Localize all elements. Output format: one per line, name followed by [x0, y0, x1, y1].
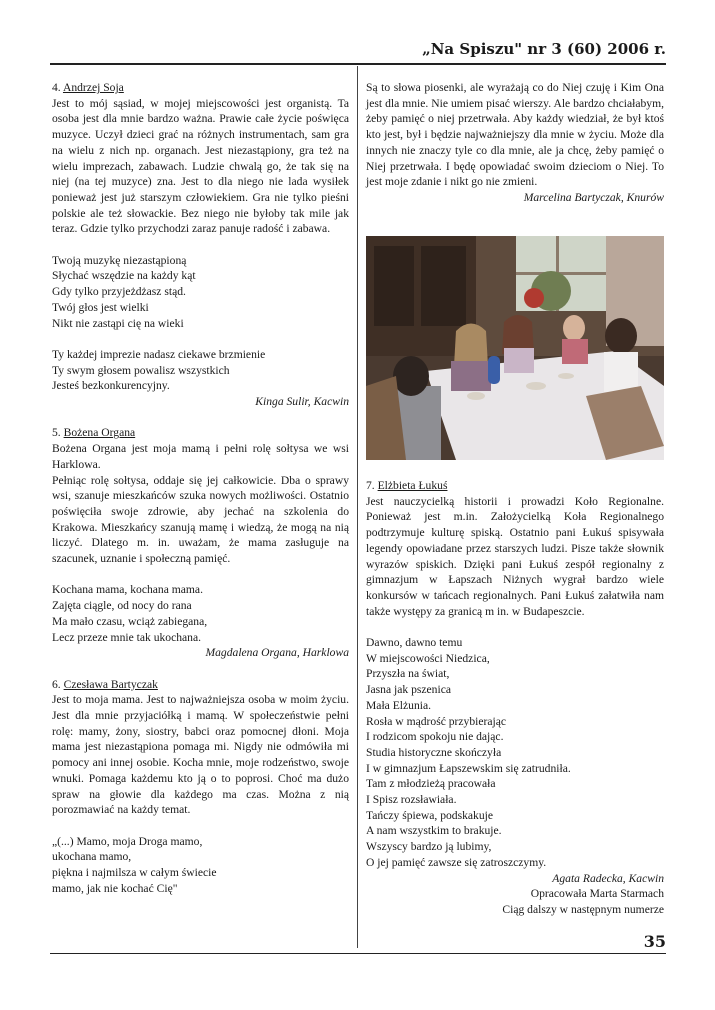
poem-line: Mała Elżunia. [366, 698, 432, 712]
article-paragraph: Bożena Organa jest moja mamą i pełni rolę sołtysa we wsi Harklowa. [52, 442, 349, 471]
article-paragraph: Jest to mój sąsiad, w mojej miejscowości jest organistą. Ta osoba jest dla mnie bardzo ważna. Prawie całe życie poświęca muzyce. Uczył dzieci grać na różnych instrumentach, sam gra na wielu z nich np. organach. Jest niezastąpiony, gra też na wielu imprezach, zabawach. Ludzie chwalą go, że tak się na niej (na tej muzyce) zna. Jest to dla niego nie lada wysiłek ponieważ jest już starszym człowiekiem. Gra nie tylko pieśni polskie ale też słowackie. Bez niego nie byłoby tak mile jak teraz. Gdzie tylko przychodzi zaraz panuje radość i zabawa. [52, 96, 349, 236]
poem-line: I rodzicom spokoju nie dając. [366, 730, 504, 744]
author-signature: Kinga Sulir, Kacwin [255, 395, 349, 409]
person-name: Andrzej Soja [62, 81, 124, 94]
poem-line: A nam wszystkim to brakuje. [366, 824, 502, 838]
footer-rule [50, 953, 666, 954]
poem [366, 635, 664, 871]
poem-line: Nikt nie zastąpi cię na wieki [52, 316, 184, 330]
poem-line: O jej pamięć zawsze się zatroszczymy. [366, 855, 547, 869]
poem-line: I Spisz rozsławiała. [366, 793, 457, 807]
person-name: Czesława Bartyczak [63, 677, 158, 691]
section-heading-5: 5. Bożena Organa [52, 426, 136, 440]
poem-line: W miejscowości Niedzica, [366, 651, 490, 665]
poem-line: Twój głos jest wielki [52, 300, 149, 314]
poem-line: Lecz przeze mnie tak ukochana. [52, 630, 202, 644]
section-heading-6: 6. Czesława Bartyczak [52, 677, 158, 691]
poem-line: piękna i najmilsza w całym świecie [52, 866, 217, 880]
poem-line: ukochana mamo, [52, 850, 132, 864]
section-heading-4: 4. Andrzej Soja [52, 81, 124, 94]
author-signature: Agata Radecka, Kacwin [552, 871, 664, 885]
poem-line: Zajęta ciągle, od nocy do rana [52, 599, 192, 613]
poem-line: Ma mało czasu, wciąż zabiegana, [52, 614, 208, 628]
left-column [52, 80, 349, 896]
poem-line: Wszyscy bardzo ją lubimy, [366, 840, 492, 854]
poem-line: Studia historyczne skończyła [366, 745, 502, 759]
poem-line: Ty każdej imprezie nadasz ciekawe brzmienie [52, 347, 266, 361]
song-quote [52, 834, 349, 897]
header-rule [50, 63, 666, 65]
editor-credit: Opracowała Marta Starmach [530, 887, 664, 901]
poem-line: Rosła w mądrość przybierając [366, 714, 507, 728]
article-paragraph: Jest to moja mama. Jest to najważniejsza osoba w moim życiu. Jest dla mnie przyjaciółką i mamą. W społeczeństwie pełni rolę: mamy, żony, siostry, babci oraz pomocnej dłoni. Moja mama jest niezastąpiona pomaga mi. Nigdy nie odmówiła mi pomocy ani innej osobie. Kocha mnie, moje rodzeństwo, swoje wnuki. Pomaga każdemu kto ją o to poprosi. Choć ma dużo spraw na głowie dla każdego ma czas. Można z nią porozmawiać na każdy temat. [52, 693, 349, 817]
poem-line: Ty swym głosem powalisz wszystkich [52, 363, 230, 377]
poem-line: Tańczy śpiewa, podskakuje [366, 808, 493, 822]
poem-line: Tam z młodzieżą pracowała [366, 777, 496, 791]
page-header: „Na Spiszu" nr 3 (60) 2006 r. [422, 40, 666, 58]
poem-line: Twoją muzykę niezastąpioną [52, 253, 187, 267]
poem-line: Dawno, dawno temu [366, 636, 463, 650]
section-heading-7: 7. Elżbieta Łukuś [366, 479, 448, 492]
author-signature: Marcelina Bartyczak, Knurów [523, 190, 664, 204]
right-column-bottom [366, 478, 664, 918]
poem-line: mamo, jak nie kochać Cię" [52, 881, 178, 895]
page-number: 35 [643, 932, 666, 951]
poem-line: Przyszła na świat, [366, 667, 450, 681]
continued-note: Ciąg dalszy w następnym numerze [502, 902, 664, 916]
poem-line: Gdy tylko przyjeżdżasz stąd. [52, 285, 186, 299]
poem-line: Słychać wszędzie na każdy kąt [52, 269, 196, 283]
poem [52, 582, 349, 645]
person-name: Elżbieta Łukuś [377, 479, 448, 492]
author-signature: Magdalena Organa, Harklowa [205, 646, 349, 660]
poem [52, 253, 349, 394]
article-paragraph: Jest nauczycielką historii i prowadzi Koło Regionalne. Ponieważ jest m.in. Założycielką Koła Regionalnego podtrzymuje kulturę spiską. Ostatnio pani Łukuś spisywała legendy opowiadane przez starszych ludzi. Pisze także słownik wyrazów spiskich. Dzięki pani Łukuś zespół regionalny z gimnazjum w Łapszach Niżnych wygrał bardzo wiele konkursów w tańcach regionalnych. Pani Łukuś załatwiła nam także występy za granicą m in. w Budapeszcie. [366, 494, 664, 618]
poem-line: I w gimnazjum Łapszewskim się zatrudniła. [366, 761, 571, 775]
poem-line: Jesteś bezkonkurencyjny. [52, 379, 170, 393]
article-paragraph: Pełniąc rolę sołtysa, oddaje się jej całkowicie. Dba o sprawy wsi, szanuje mieszkańców szuka nowych możliwości. Ostatnio poświęciła swoje zdrowie, aby jechać na szkolenia do Krakowa. Mieszkańcy szanują mamę i wiedzą, że mogą na nią liczyć. Dlatego m. in. uważam, że mama zasługuje na szacunek, uznanie i społeczną pamięć. [52, 473, 349, 566]
person-name: Bożena Organa [63, 426, 136, 440]
poem-line: Kochana mama, kochana mama. [52, 583, 203, 597]
poem-line: „(...) Mamo, moja Droga mamo, [52, 834, 203, 848]
poem-line: Jasna jak pszenica [366, 683, 451, 697]
article-paragraph: Są to słowa piosenki, ale wyrażają co do Niej czuję i Kim Ona jest dla mnie. Nie umiem pisać wierszy. Ale bardzo chciałabym, żeby pamięć o niej przetrwała. Aby każdy wiedział, że był ktoś kto jest, był i będzie najważniejszy dla mnie w życiu. Może dla innych nie znaczy tyle co dla mnie, ale ja chcę, żeby pamięć o Niej przetrwała. I będę opowiadać swoim dzieciom o Niej. To jest moje zdanie i nikt go nie zmieni. [366, 81, 664, 189]
column-divider [357, 66, 358, 948]
right-column-top [366, 80, 664, 206]
group-photo [366, 236, 664, 460]
